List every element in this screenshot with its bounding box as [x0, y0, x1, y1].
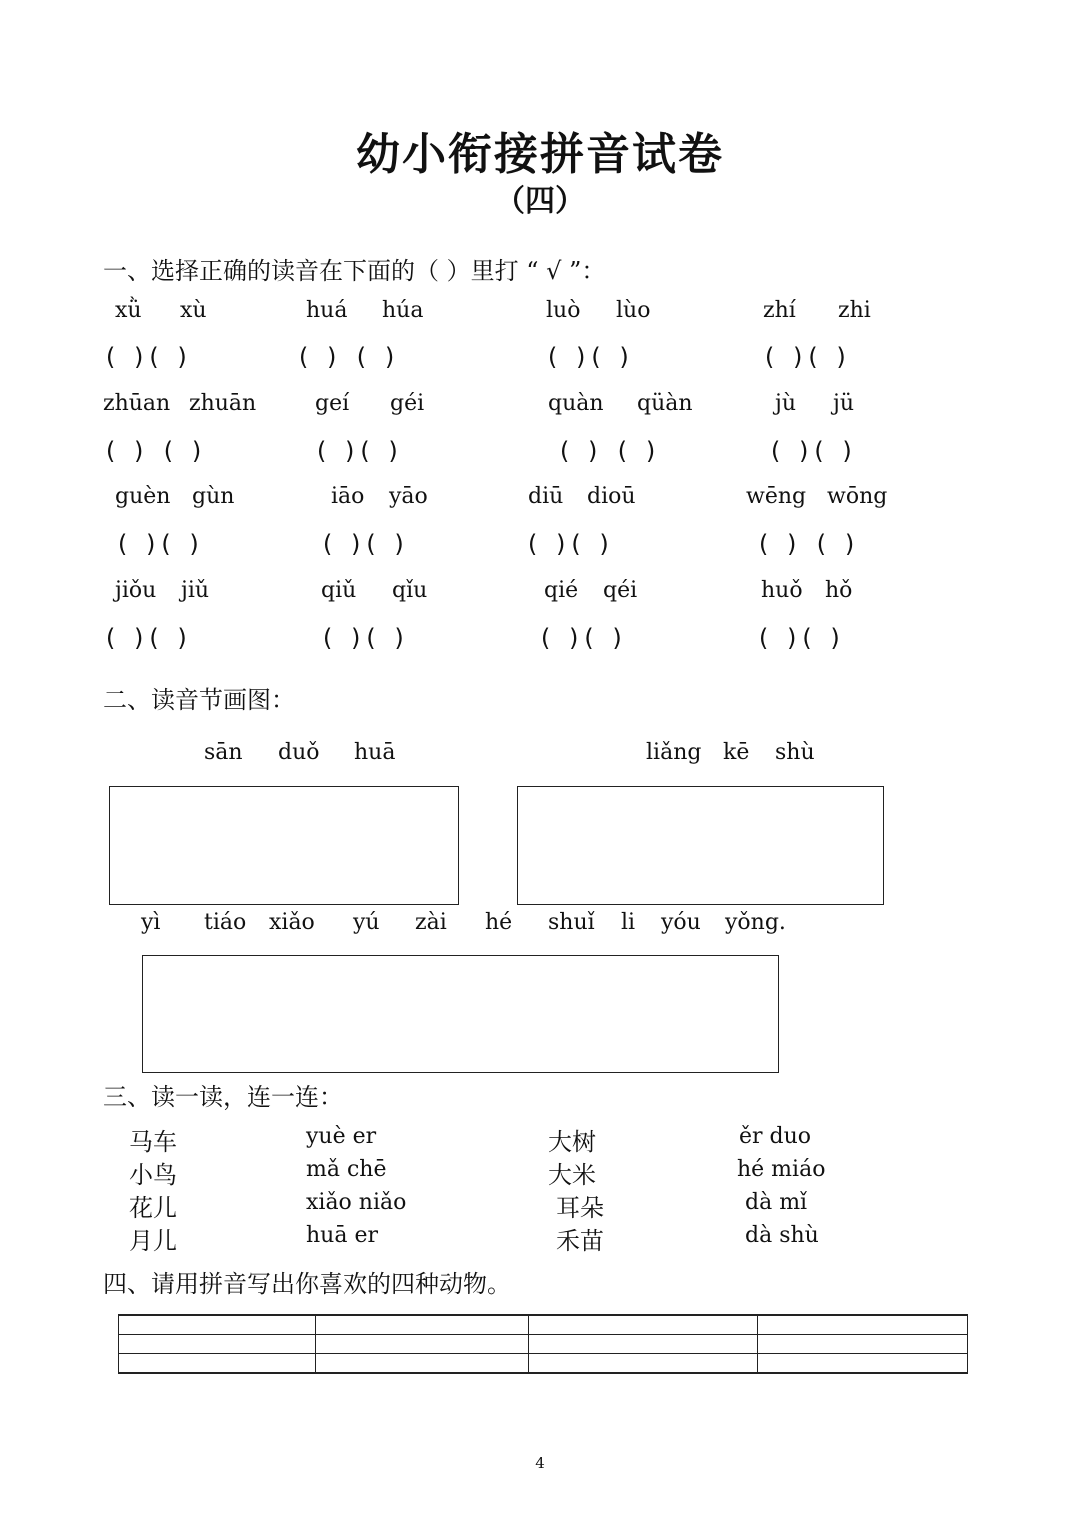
- match-pinyin[interactable]: xiǎo niǎo: [306, 1190, 407, 1215]
- grid-cell[interactable]: [119, 1334, 316, 1353]
- syllable: shù: [775, 740, 815, 765]
- grid-cell[interactable]: [758, 1353, 968, 1373]
- option-a: qié: [544, 578, 579, 603]
- syllable: duǒ: [278, 740, 320, 765]
- option-a: wēng: [746, 484, 807, 509]
- option-a: qiǔ: [321, 578, 357, 603]
- syllable: li: [621, 910, 636, 935]
- grid-cell[interactable]: [316, 1334, 529, 1353]
- match-word[interactable]: 禾苗: [556, 1227, 604, 1255]
- syllable: liǎng: [646, 740, 702, 765]
- option-b: zhi: [838, 298, 871, 323]
- option-a: iāo: [331, 484, 365, 509]
- answer-parens[interactable]: ( )( ): [762, 343, 849, 371]
- grid-cell[interactable]: [119, 1353, 316, 1373]
- option-a: huá: [306, 298, 348, 323]
- answer-parens[interactable]: ( ) ( ): [756, 530, 858, 558]
- match-word[interactable]: 耳朵: [556, 1194, 604, 1222]
- option-b: qǐu: [392, 578, 428, 603]
- match-pinyin[interactable]: ěr duo: [739, 1124, 812, 1149]
- grid-cell[interactable]: [758, 1334, 968, 1353]
- answer-parens[interactable]: ( )( ): [320, 624, 407, 652]
- syllable: shuǐ: [548, 910, 595, 935]
- syllable: xiǎo: [269, 910, 315, 935]
- option-a: zhūan: [103, 391, 171, 416]
- answer-parens[interactable]: ( )( ): [545, 343, 632, 371]
- match-pinyin[interactable]: mǎ chē: [306, 1157, 387, 1182]
- syllable: hé: [485, 910, 513, 935]
- option-b: géi: [390, 391, 425, 416]
- page-subtitle: （四）: [495, 184, 585, 219]
- match-word[interactable]: 月儿: [129, 1227, 177, 1255]
- option-a: xǜ: [115, 298, 142, 323]
- syllable: yǒng.: [725, 910, 786, 935]
- option-b: xù: [180, 298, 207, 323]
- option-a: luò: [546, 298, 581, 323]
- answer-parens[interactable]: ( )( ): [525, 530, 612, 558]
- grid-cell[interactable]: [529, 1315, 758, 1334]
- match-word[interactable]: 大树: [548, 1128, 596, 1156]
- match-word[interactable]: 小鸟: [129, 1161, 177, 1189]
- option-b: qéi: [603, 578, 638, 603]
- syllable: zài: [415, 910, 447, 935]
- match-pinyin[interactable]: dà mǐ: [745, 1190, 808, 1215]
- syllable: yóu: [661, 910, 701, 935]
- option-b: zhuān: [189, 391, 257, 416]
- option-b: húa: [382, 298, 424, 323]
- match-pinyin[interactable]: huā er: [306, 1223, 378, 1248]
- syllable: huā: [354, 740, 396, 765]
- answer-parens[interactable]: ( )( ): [103, 624, 190, 652]
- section2-heading: 二、读音节画图：: [103, 686, 295, 714]
- match-pinyin[interactable]: hé miáo: [737, 1157, 826, 1182]
- option-b: gùn: [192, 484, 235, 509]
- option-a: geí: [315, 391, 350, 416]
- option-b: dioū: [587, 484, 636, 509]
- option-b: yāo: [389, 484, 428, 509]
- match-pinyin[interactable]: yuè er: [306, 1124, 377, 1149]
- match-pinyin[interactable]: dà shù: [745, 1223, 819, 1248]
- section1-heading: 一、选择正确的读音在下面的（ ）里打 “ √ ”：: [103, 257, 606, 285]
- page-title: 幼小衔接拼音试卷: [356, 129, 724, 180]
- grid-cell[interactable]: [119, 1315, 316, 1334]
- section3-heading: 三、读一读，连一连：: [103, 1083, 343, 1111]
- option-b: lùo: [616, 298, 651, 323]
- grid-cell[interactable]: [316, 1353, 529, 1373]
- answer-parens[interactable]: ( )( ): [115, 530, 202, 558]
- drawing-box-1[interactable]: [109, 786, 459, 905]
- answer-parens[interactable]: ( )( ): [103, 343, 190, 371]
- option-a: zhí: [763, 298, 796, 323]
- option-b: jiǔ: [181, 578, 210, 603]
- answer-grid: [118, 1314, 968, 1374]
- match-word[interactable]: 大米: [548, 1161, 596, 1189]
- match-word[interactable]: 马车: [129, 1128, 177, 1156]
- syllable: yì: [141, 910, 161, 935]
- answer-parens[interactable]: ( )( ): [320, 530, 407, 558]
- answer-parens[interactable]: ( )( ): [756, 624, 843, 652]
- syllable: kē: [723, 740, 750, 765]
- syllable: sān: [204, 740, 243, 765]
- section4-heading: 四、请用拼音写出你喜欢的四种动物。: [103, 1270, 511, 1298]
- option-b: hǒ: [825, 578, 853, 603]
- option-b: jü: [833, 391, 854, 416]
- option-a: jiǒu: [115, 578, 157, 603]
- grid-cell[interactable]: [529, 1334, 758, 1353]
- answer-parens[interactable]: ( )( ): [768, 437, 855, 465]
- page-number: 4: [535, 1454, 545, 1472]
- option-a: huǒ: [761, 578, 803, 603]
- option-a: quàn: [548, 391, 604, 416]
- drawing-box-2[interactable]: [517, 786, 884, 905]
- match-word[interactable]: 花儿: [129, 1194, 177, 1222]
- option-b: wōng: [827, 484, 888, 509]
- answer-parens[interactable]: ( )( ): [314, 437, 401, 465]
- grid-cell[interactable]: [758, 1315, 968, 1334]
- syllable: tiáo: [204, 910, 247, 935]
- option-a: diū: [528, 484, 564, 509]
- grid-cell[interactable]: [316, 1315, 529, 1334]
- grid-cell[interactable]: [529, 1353, 758, 1373]
- syllable: yú: [353, 910, 380, 935]
- option-b: qüàn: [637, 391, 693, 416]
- answer-parens[interactable]: ( ) ( ): [103, 437, 205, 465]
- option-a: guèn: [115, 484, 171, 509]
- answer-parens[interactable]: ( )( ): [538, 624, 625, 652]
- answer-parens[interactable]: ( ) ( ): [296, 343, 398, 371]
- drawing-box-3[interactable]: [142, 955, 779, 1073]
- option-a: jù: [775, 391, 796, 416]
- answer-parens[interactable]: ( ) ( ): [557, 437, 659, 465]
